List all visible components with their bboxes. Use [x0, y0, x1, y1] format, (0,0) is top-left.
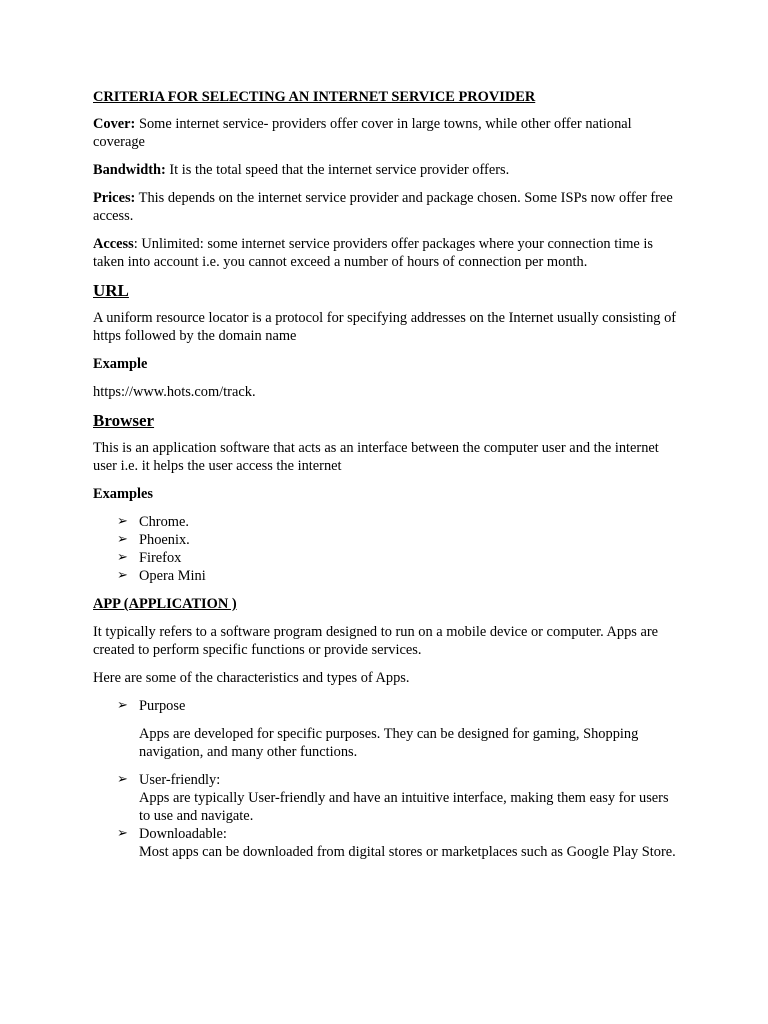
app-definition: It typically refers to a software program designed to run on a mobile device or computer. Apps are created to perform specific functions or provide services.: [93, 624, 659, 658]
document-body: [93, 88, 683, 861]
arrowhead-bullet-icon: ➢: [117, 698, 128, 713]
app-characteristics-list: [93, 697, 683, 861]
definition: This depends on the internet service provider and package chosen. Some ISPs now offer free access.: [93, 190, 673, 224]
criteria-bandwidth: [93, 161, 683, 179]
criteria-prices: [93, 189, 683, 225]
characteristic-description: Apps are typically User-friendly and have an intuitive interface, making them easy for users to use and navigate.: [139, 790, 669, 824]
characteristic-description: Apps are developed for specific purposes. They can be designed for gaming, Shopping navigation, and many other functions.: [139, 726, 639, 760]
term: Prices:: [93, 190, 136, 206]
characteristic-title: Downloadable:: [139, 826, 227, 842]
characteristic-title: User-friendly:: [139, 772, 221, 788]
list-item-label: Chrome.: [139, 514, 189, 530]
arrowhead-bullet-icon: ➢: [117, 532, 128, 547]
browser-examples-heading: Examples: [93, 486, 153, 502]
definition: : Unlimited: some internet service providers offer packages where your connection time is taken into account i.e. you cannot exceed a number of hours of connection per month.: [93, 236, 653, 270]
arrowhead-bullet-icon: ➢: [117, 550, 128, 565]
url-heading: URL: [93, 281, 129, 300]
arrowhead-bullet-icon: ➢: [117, 514, 128, 529]
term: Access: [93, 236, 134, 252]
url-definition: A uniform resource locator is a protocol for specifying addresses on the Internet usually consisting of https followed by the domain name: [93, 310, 677, 344]
browser-examples-list: [93, 513, 683, 585]
term: Bandwidth:: [93, 162, 166, 178]
list-item: [117, 531, 683, 549]
arrowhead-bullet-icon: ➢: [117, 568, 128, 583]
criteria-heading: CRITERIA FOR SELECTING AN INTERNET SERVICE PROVIDER: [93, 89, 536, 105]
list-item-label: Firefox: [139, 550, 182, 566]
criteria-cover: [93, 115, 683, 151]
url-example: https://www.hots.com/track.: [93, 384, 256, 400]
browser-heading: Browser: [93, 411, 155, 430]
browser-definition: This is an application software that acts as an interface between the computer user and the internet user i.e. it helps the user access the internet: [93, 440, 659, 474]
term: Cover:: [93, 116, 136, 132]
url-example-heading: Example: [93, 356, 148, 372]
list-item: [117, 513, 683, 531]
app-intro: Here are some of the characteristics and types of Apps.: [93, 670, 410, 686]
list-item: [117, 697, 683, 761]
app-heading: APP (APPLICATION ): [93, 596, 237, 612]
list-item: [117, 771, 683, 825]
list-item-label: Opera Mini: [139, 568, 206, 584]
list-item: [117, 567, 683, 585]
characteristic-description: Most apps can be downloaded from digital stores or marketplaces such as Google Play Store.: [139, 844, 676, 860]
arrowhead-bullet-icon: ➢: [117, 772, 128, 787]
criteria-access: [93, 235, 683, 271]
list-item: [117, 825, 683, 861]
definition: Some internet service- providers offer cover in large towns, while other offer national coverage: [93, 116, 632, 150]
arrowhead-bullet-icon: ➢: [117, 826, 128, 841]
characteristic-title: Purpose: [139, 698, 186, 714]
definition: It is the total speed that the internet service provider offers.: [165, 162, 510, 178]
list-item-label: Phoenix.: [139, 532, 190, 548]
list-item: [117, 549, 683, 567]
